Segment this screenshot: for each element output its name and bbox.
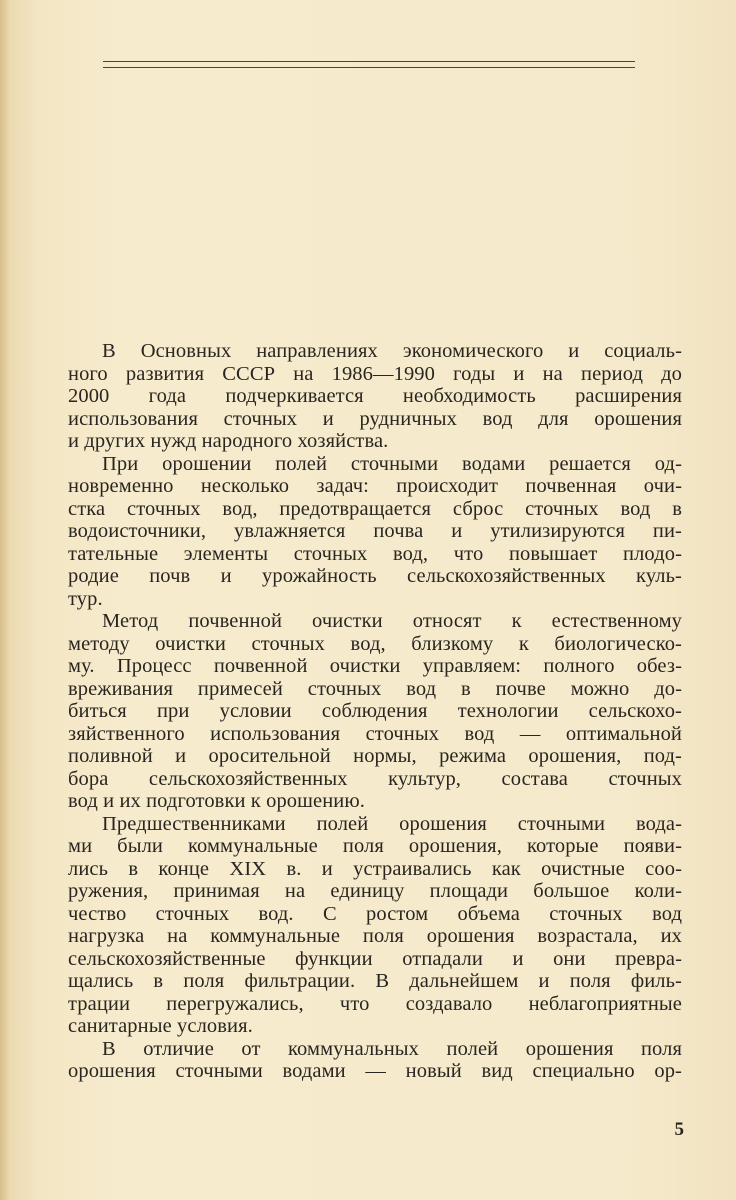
text-line: родие почв и урожайность сельскохозяйственных куль- [68, 565, 682, 587]
page-number: 5 [674, 1119, 684, 1140]
text-line: вод и их подготовки к орошению. [68, 790, 366, 812]
text-line: В Основных направлениях экономического и социаль- [102, 340, 682, 362]
text-line: санитарные условия. [68, 1015, 253, 1037]
text-line: нагрузка на коммунальные поля орошения возрастала, их [68, 925, 682, 947]
text-line: бора сельскохозяйственных культур, состава сточных [68, 767, 682, 790]
text-line: ми были коммунальные поля орошения, которые появи- [68, 835, 682, 857]
text-line: поливной и оросительной нормы, режима орошения, под- [68, 745, 682, 767]
text-line: Предшественниками полей орошения сточными вода- [102, 812, 682, 835]
text-line: лись в конце XIX в. и устраивались как очистные соо- [68, 857, 682, 880]
text-line: ружения, принимая на единицу площади большое коли- [68, 880, 682, 902]
header-rule-lower [103, 67, 635, 68]
text-line: Метод почвенной очистки относят к естественному [102, 610, 682, 632]
text-line: зяйственного использования сточных вод — оптимальной [68, 722, 682, 745]
text-line: сельскохозяйственные функции отпадали и они превра- [68, 947, 682, 970]
text-line: В отличие от коммунальных полей орошения поля [102, 1037, 682, 1060]
text-line: чество сточных вод. С ростом объема сточных вод [68, 902, 682, 925]
text-line: орошения сточными водами — новый вид специально ор- [68, 1060, 682, 1082]
text-line: методу очистки сточных вод, близкому к биологическо- [68, 632, 682, 655]
text-line: вреживания примесей сточных вод в почве можно до- [68, 677, 682, 700]
text-line: тур. [68, 587, 103, 610]
text-line: и других нужд народного хозяйства. [68, 430, 389, 452]
text-line: ного развития СССР на 1986—1990 годы и на период до [68, 362, 682, 385]
text-line: му. Процесс почвенной очистки управляем: полного обез- [68, 655, 682, 677]
text-line: водоисточники, увлажняется почва и утилизируются пи- [68, 520, 682, 542]
text-line: использования сточных и рудничных вод для орошения [68, 407, 682, 430]
text-line: При орошении полей сточными водами решается од- [102, 452, 682, 475]
text-line: стка сточных вод, предотвращается сброс сточных вод в [68, 497, 682, 520]
page-edge-shadow [0, 0, 10, 1200]
text-line: тательные элементы сточных вод, что повышает плодо- [68, 542, 682, 565]
text-line: биться при условии соблюдения технологии сельскохо- [68, 700, 682, 722]
text-line: 2000 года подчеркивается необходимость расширения [68, 385, 682, 407]
header-rule-upper [103, 61, 635, 62]
text-line: новременно несколько задач: происходит почвенная очи- [68, 475, 682, 497]
text-line: трации перегружались, что создавало неблагоприятные [68, 992, 682, 1015]
body-text [68, 340, 682, 1083]
text-line: щались в поля фильтрации. В дальнейшем и поля филь- [68, 970, 682, 992]
